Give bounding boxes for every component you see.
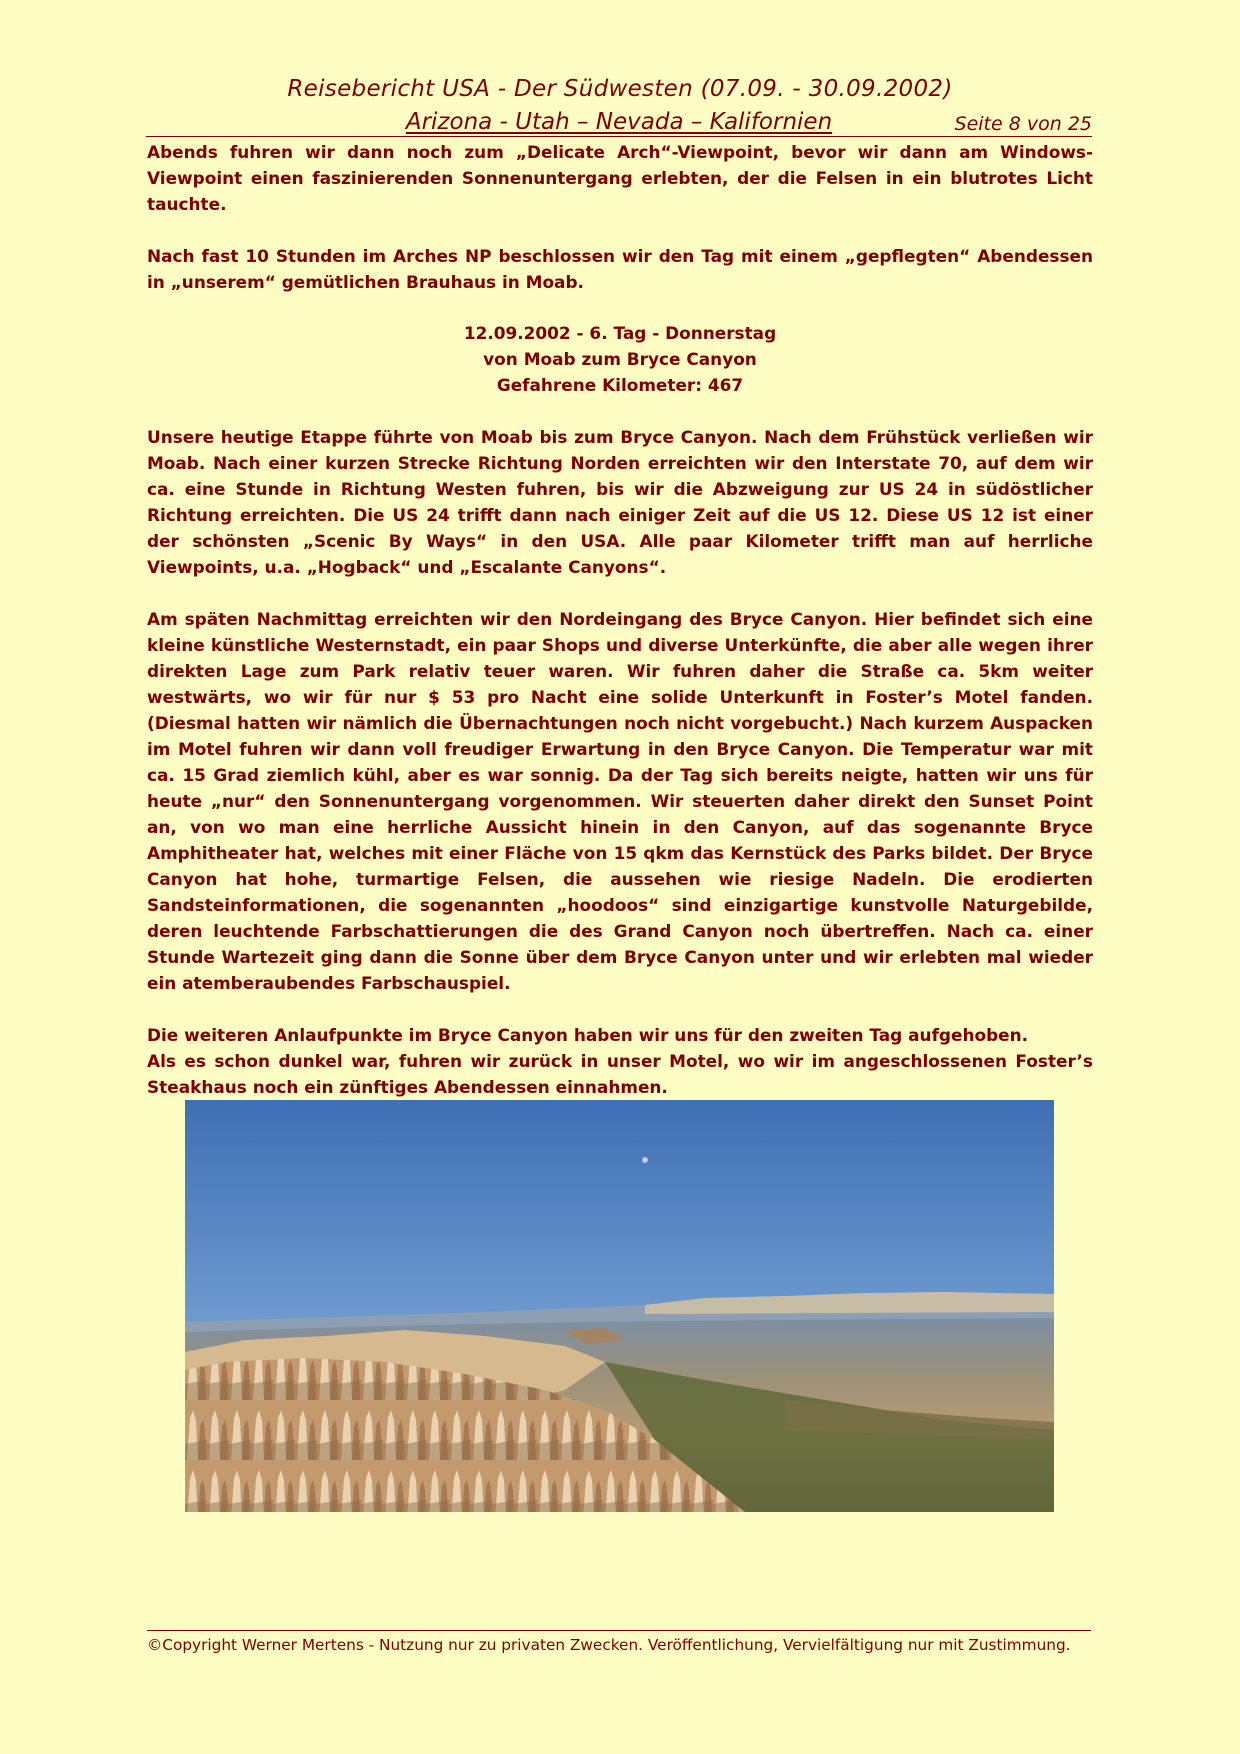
header-subline <box>146 108 1092 137</box>
main-section <box>147 424 1093 1100</box>
body-paragraph-2: Am späten Nachmittag erreichten wir den Nordeingang des Bryce Canyon. Hier befindet sich eine kleine künstliche Westernstadt, ein paar Shops und diverse Unterkünfte, die aber alle wegen ihrer direkten Lage zum Park relativ teuer waren. Wir fuhren daher die Straße ca. 5km weiter westwärts, wo wir für nur $ 53 pro Nacht eine solide Unterkunft in Foster’s Motel fanden. (Diesmal hatten wir nämlich die Übernachtungen noch nicht vorgebucht.) Nach kurzem Auspacken im Motel fuhren wir dann voll freudiger Erwartung in den Bryce Canyon. Die Temperatur war mit ca. 15 Grad ziemlich kühl, aber es war sonnig. Da der Tag sich bereits neigte, hatten wir uns für heute „nur“ den Sonnenuntergang vorgenommen. Wir steuerten daher direkt den Sunset Point an, von wo man eine herrliche Aussicht hinein in den Canyon, auf das sogenannte Bryce Amphitheater hat, welches mit einer Fläche von 15 qkm das Kernstück des Parks bildet. Der Bryce Canyon hat hohe, turmartige Felsen, die aussehen wie riesige Nadeln. Die erodierten Sandsteinformationen, die sogenannten „hoodoos“ sind einzigartige kunstvolle Naturgebilde, deren leuchtende Farbschattierungen die des Grand Canyon noch übertreffen. Nach ca. einer Stunde Wartezeit ging dann die Sonne über dem Bryce Canyon unter und wir erlebten mal wieder ein atemberaubendes Farbschauspiel. <box>147 609 1093 993</box>
intro-paragraph-2: Nach fast 10 Stunden im Arches NP beschlossen wir den Tag mit einem „gepflegten“ Abendessen in „unserem“ gemütlichen Brauhaus in Moab. <box>147 246 1093 292</box>
day-heading-route: von Moab zum Bryce Canyon <box>483 349 757 369</box>
day-heading-km: Gefahrene Kilometer: 467 <box>496 375 744 395</box>
footer-copyright: ©Copyright Werner Mertens - Nutzung nur zu privaten Zwecken. Veröffentlichung, Vervielfältigung nur mit Zustimmung. <box>147 1636 1071 1654</box>
day-heading <box>0 320 1240 398</box>
body-paragraph-3a: Die weiteren Anlaufpunkte im Bryce Canyon haben wir uns für den zweiten Tag aufgehoben. <box>147 1025 1029 1045</box>
intro-paragraph-1: Abends fuhren wir dann noch zum „Delicate Arch“-Viewpoint, bevor wir dann am Windows-Viewpoint einen faszinierenden Sonnenuntergang erlebten, der die Felsen in ein blutrotes Licht tauchte. <box>147 142 1093 214</box>
states-line: Arizona - Utah – Nevada – Kalifornien <box>405 109 833 135</box>
body-paragraph-1: Unsere heutige Etappe führte von Moab bis zum Bryce Canyon. Nach dem Frühstück verließen wir Moab. Nach einer kurzen Strecke Richtung Norden erreichten wir den Interstate 70, auf dem wir ca. eine Stunde in Richtung Westen fuhren, bis wir die Abzweigung zur US 24 in südöstlicher Richtung erreichten. Die US 24 trifft dann nach einiger Zeit auf die US 12. Diese US 12 ist einer der schönsten „Scenic By Ways“ in den USA. Alle paar Kilometer trifft man auf herrliche Viewpoints, u.a. „Hogback“ und „Escalante Canyons“. <box>147 427 1093 577</box>
body-paragraph-3b: Als es schon dunkel war, fuhren wir zurück in unser Motel, wo wir im angeschlossenen Foster’s Steakhaus noch ein zünftiges Abendessen einnahmen. <box>147 1051 1093 1097</box>
intro-section <box>147 139 1093 295</box>
report-title: Reisebericht USA - Der Südwesten (07.09. - 30.09.2002) <box>287 76 953 102</box>
day-heading-date: 12.09.2002 - 6. Tag - Donnerstag <box>463 323 777 343</box>
bryce-canyon-photo <box>185 1100 1054 1512</box>
page-number: Seite 8 von 25 <box>954 113 1092 135</box>
footer-divider <box>147 1630 1091 1631</box>
